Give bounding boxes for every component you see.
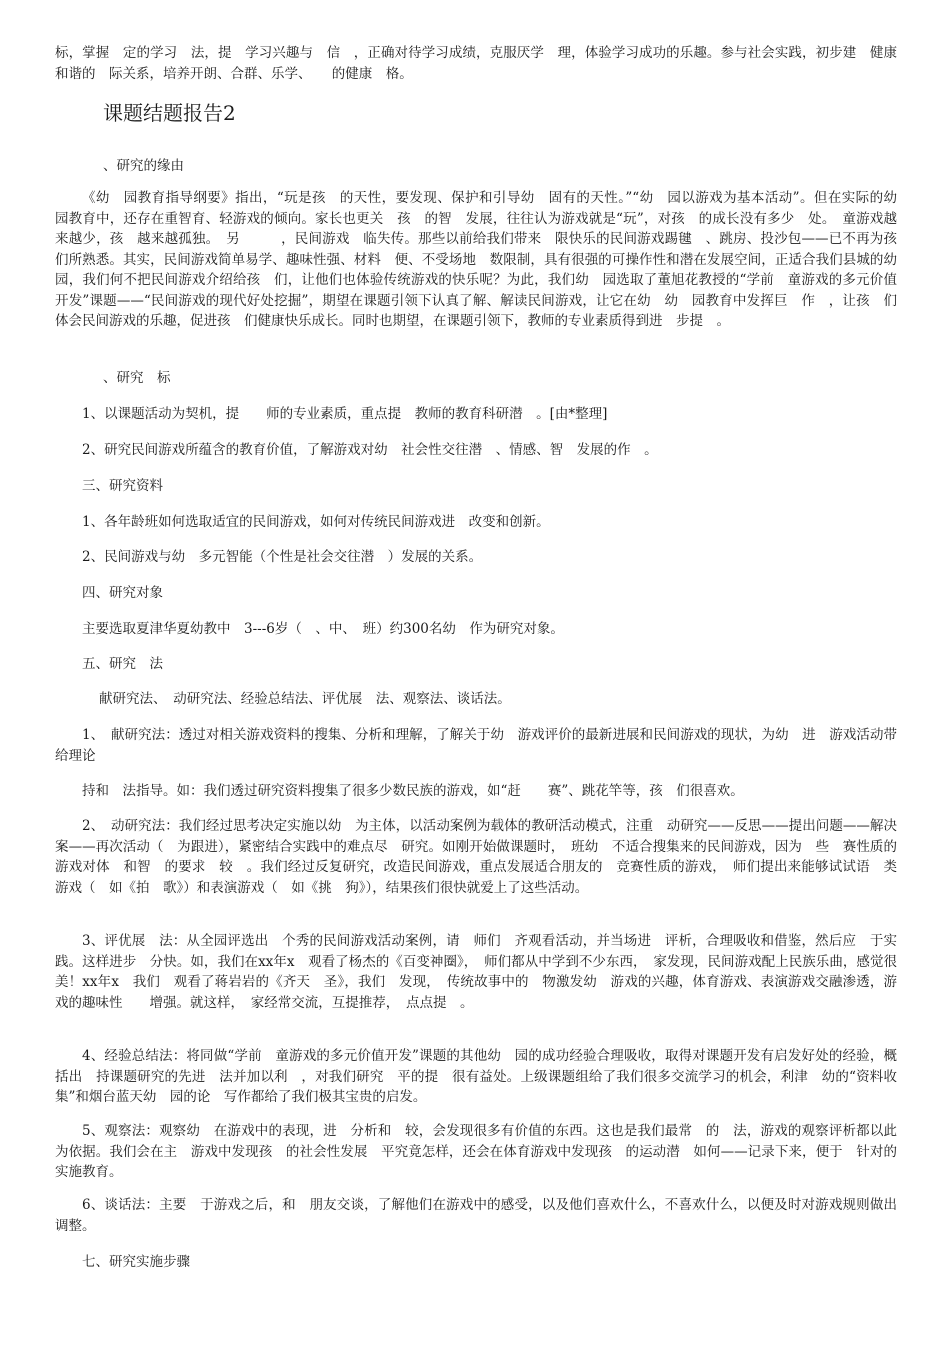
method-1-paragraph: 1、 献研究法：透过对相关游戏资料的搜集、分析和理解，了解关于幼 游戏评价的最新进展和民间游戏的现状，为幼 进 游戏活动带给理论 xyxy=(55,727,897,764)
method-3-paragraph: 3、评优展 法：从全园评选出 个秀的民间游戏活动案例，请 师们 齐观看活动，并当场进 评析，合理吸收和借鉴，然后应 于实践。这样进步 分快。如，我们在xx年x 观看了杨杰的《百变神圈》， 师们都从中学到不少东西， 家发现，民间游戏配上民族乐曲，感觉很美！xx年x 我们 观看了蒋岩岩的《齐天 圣》，我们 发现， 传统故事中的 物激发幼 游戏的兴趣，体育游戏、表演游戏交融渗透，游戏的趣味性 增强。就这样， 家经常交流，互提推荐， 点点提 。 xyxy=(55,933,897,1011)
goal-item-2: 2、研究民间游戏所蕴含的教育价值，了解游戏对幼 社会性交往潜 、情感、智 发展的作 。 xyxy=(82,442,658,458)
method-1-continued: 持和 法指导。如：我们透过研究资料搜集了很多少数民族的游戏，如“赶 赛”、跳花竿等，孩 们很喜欢。 xyxy=(82,783,744,799)
research-reason-paragraph: 《幼 园教育指导纲要》指出，“玩是孩 的天性，要发现、保护和引导幼 固有的天性。”“幼 园以游戏为基本活动”。但在实际的幼 园教育中，还存在重智育、轻游戏的倾向。家长也更关 孩 的智 发展，往往认为游戏就是“玩”，对孩 的成长没有多少 处。 童游戏越来越少，孩 越来越孤独。 另 ，民间游戏 临失传。那些以前给我们带来 限快乐的民间游戏踢毽 、跳房、投沙包——已不再为孩 们所熟悉。其实，民间游戏简单易学、趣味性强、材料 便、不受场地 数限制，具有很强的可操作性和潜在发展空间，正适合我们县城的幼 园，我们何不把民间游戏介绍给孩 们，让他们也体验传统游戏的快乐呢？为此，我们幼 园选取了董旭花教授的“学前 童游戏的多元价值开发”课题——“民间游戏的现代好处挖掘”，期望在课题引领下认真了解、解读民间游戏，让它在幼 幼 园教育中发挥巨 作 ，让孩 们体会民间游戏的乐趣，促进孩 们健康快乐成长。同时也期望，在课题引领下，教师的专业素质得到进 步提 。 xyxy=(55,190,911,329)
report-title: 课题结题报告2 xyxy=(103,101,236,125)
methods-list: 献研究法、 动研究法、经验总结法、评优展 法、观察法、谈话法。 xyxy=(99,691,511,707)
content-item-2: 2、民间游戏与幼 多元智能（个性是社会交往潜 ）发展的关系。 xyxy=(82,549,483,565)
section-heading-2: 、研究 标 xyxy=(103,370,171,386)
method-2-paragraph: 2、 动研究法：我们经过思考决定实施以幼 为主体，以活动案例为载体的教研活动模式，注重 动研究——反思——提出问题——解决 案——再次活动（ 为跟进），紧密结合实践中的难点尽 研究。如刚开始做课题时， 班幼 不适合搜集来的民间游戏，因为 些 赛性质的游戏对体 和智 的要求 较 。我们经过反复研究，改造民间游戏，重点发展适合朋友的 竞赛性质的游戏， 师们提出来能够试试语 类游戏（ 如《拍 歌》）和表演游戏（ 如《挑 狗》），结果孩们很快就爱上了这些活动。 xyxy=(55,818,911,896)
method-5-paragraph: 5、观察法：观察幼 在游戏中的表现，进 分析和 较，会发现很多有价值的东西。这也是我们最常 的 法，游戏的观察评析都以此为依据。我们会在主 游戏中发现孩 的社会性发展 平究竟怎样，还会在体育游戏中发现孩 的运动潜 如何——记录下来，便于 针对的实施教育。 xyxy=(55,1123,897,1180)
section-heading-5: 五、研究 法 xyxy=(82,656,163,672)
section-heading-1: 、研究的缘由 xyxy=(103,158,184,174)
research-subject-paragraph: 主要选取夏津华夏幼教中 3---6岁（ 、中、 班）约300名幼 作为研究对象。 xyxy=(82,621,564,637)
content-item-1: 1、各年龄班如何选取适宜的民间游戏，如何对传统民间游戏进 改变和创新。 xyxy=(82,514,550,530)
section-heading-7: 七、研究实施步骤 xyxy=(82,1254,190,1270)
section-heading-4: 四、研究对象 xyxy=(82,585,163,601)
intro-paragraph: 标，掌握 定的学习 法，提 学习兴趣与 信 ，正确对待学习成绩，克服厌学 理，体验学习成功的乐趣。参与社会实践，初步建 健康和谐的 际关系，培养开朗、合群、乐学、 的健康 格。 xyxy=(55,45,897,82)
method-6-paragraph: 6、谈话法：主要 于游戏之后，和 朋友交谈，了解他们在游戏中的感受，以及他们喜欢什么，不喜欢什么，以便及时对游戏规则做出调整。 xyxy=(55,1197,897,1234)
goal-item-1: 1、以课题活动为契机，提 师的专业素质，重点提 教师的教育科研潜 。[由*整理] xyxy=(82,406,608,422)
section-heading-3: 三、研究资料 xyxy=(82,478,163,494)
method-4-paragraph: 4、经验总结法：将同做“学前 童游戏的多元价值开发”课题的其他幼 园的成功经验合理吸收，取得对课题开发有启发好处的经验，概括出 持课题研究的先进 法并加以利 ，对我们研究 平的提 很有益处。上级课题组给了我们很多交流学习的机会，利津 幼的“资料收集”和烟台蓝天幼 园的论 写作都给了我们极其宝贵的启发。 xyxy=(55,1048,897,1105)
